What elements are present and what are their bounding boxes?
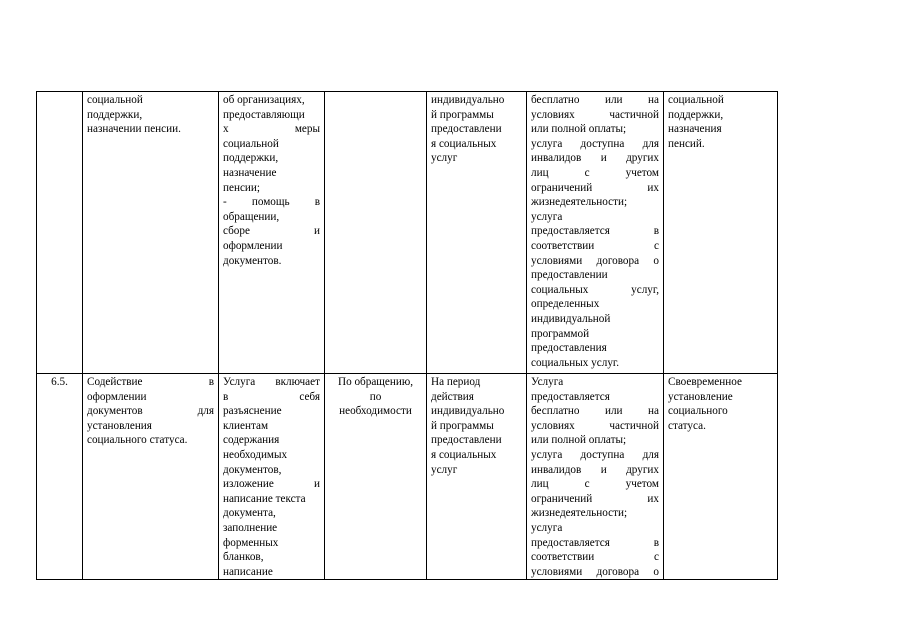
conditions-text-line: жизнедеятельности;	[531, 507, 628, 520]
content-text-line: изложение и	[223, 478, 320, 491]
period-text-line: индивидуально	[431, 94, 505, 106]
conditions-text-line: предоставляется в	[531, 225, 659, 238]
conditions-text-line: предоставляется	[531, 390, 610, 403]
content-text-line: - помощь в	[223, 196, 320, 209]
conditions-text-line: или полной оплаты;	[531, 123, 627, 136]
service-period-cell	[427, 92, 527, 374]
period-text-line: услуг	[431, 463, 458, 476]
service-period-cell	[427, 374, 527, 580]
service-result-cell	[664, 374, 778, 580]
conditions-text-line: услуга доступна для	[531, 137, 659, 150]
conditions-text-line: жизнедеятельности;	[531, 196, 628, 209]
period-text-line: предоставлени	[431, 434, 502, 447]
conditions-text-line: инвалидов и других	[531, 463, 659, 476]
result-text-line: социального	[668, 405, 728, 418]
result-text-line: социальной	[668, 94, 724, 106]
table-row	[37, 374, 778, 580]
name-text-line: поддержки,	[87, 108, 143, 121]
content-text-line: содержания	[223, 434, 280, 447]
period-text-line: й программы	[431, 108, 494, 121]
content-text-line: об организациях,	[223, 94, 305, 106]
name-text-line: документов для	[87, 405, 214, 418]
period-text-line: индивидуально	[431, 405, 505, 418]
conditions-text-line: услуга доступна для	[531, 448, 659, 461]
name-text-line: Содействие в	[87, 376, 214, 388]
timing-text-line: необходимости	[339, 405, 412, 418]
conditions-text-line: индивидуальной	[531, 312, 611, 325]
name-text-line: социального статуса.	[87, 434, 188, 447]
conditions-text-line: предоставляется в	[531, 536, 659, 549]
conditions-text-line: определенных	[531, 298, 600, 311]
period-text-line: й программы	[431, 419, 494, 432]
period-text-line: На период	[431, 376, 481, 388]
service-conditions-cell	[527, 92, 664, 374]
conditions-text-line: социальных услуг,	[531, 283, 659, 296]
period-text-line: я социальных	[431, 448, 497, 461]
result-text-line: Своевременное	[668, 376, 742, 388]
conditions-text-line: услуга	[531, 521, 563, 534]
conditions-text-line: соответствии с	[531, 239, 659, 252]
conditions-text-line: ограничений их	[531, 492, 659, 505]
result-text-line: поддержки,	[668, 108, 724, 121]
content-text-line: сборе и	[223, 225, 320, 238]
timing-text-line: по	[369, 390, 382, 403]
content-text-line: написание текста	[223, 492, 306, 505]
content-text-line: бланков,	[223, 551, 264, 564]
conditions-text-line: предоставлении	[531, 269, 608, 282]
row-number-cell	[37, 92, 83, 374]
conditions-text-line: условиями договора о	[531, 254, 659, 267]
content-text-line: предоставляющи	[223, 108, 305, 121]
content-text-line: форменных	[223, 536, 279, 549]
conditions-text-line: услуга	[531, 210, 563, 223]
content-text-line: оформлении	[223, 239, 283, 252]
name-text-line: социальной	[87, 94, 143, 106]
name-text-line: установления	[87, 419, 152, 432]
period-text-line: я социальных	[431, 137, 497, 150]
result-text-line: установление	[668, 390, 733, 403]
service-name-cell	[83, 92, 219, 374]
service-timing-cell	[325, 92, 427, 374]
row-number-cell	[37, 374, 83, 580]
conditions-text-line: условиях частичной	[531, 108, 659, 121]
conditions-text-line: инвалидов и других	[531, 152, 659, 165]
content-text-line: Услуга включает	[223, 376, 320, 388]
conditions-text-line: социальных услуг.	[531, 356, 620, 369]
result-text-line: статуса.	[668, 419, 706, 432]
table-row	[37, 92, 778, 374]
content-text-line: х меры	[223, 123, 320, 136]
content-text-line: поддержки,	[223, 152, 279, 165]
content-text-line: документов,	[223, 463, 282, 476]
period-text-line: действия	[431, 390, 474, 403]
content-text-line: назначение	[223, 166, 277, 179]
conditions-text-line: или полной оплаты;	[531, 434, 627, 447]
service-content-cell	[219, 92, 325, 374]
content-text-line: обращении,	[223, 210, 280, 223]
conditions-text-line: соответствии с	[531, 551, 659, 564]
conditions-text-line: условиями договора о	[531, 565, 659, 578]
content-text-line: социальной	[223, 137, 279, 150]
result-text-line: назначения	[668, 123, 722, 136]
result-text-line: пенсий.	[668, 137, 705, 150]
conditions-text-line: бесплатно или на	[531, 405, 659, 418]
services-table	[36, 91, 778, 580]
content-text-line: в себя	[223, 390, 320, 403]
content-text-line: написание	[223, 565, 273, 578]
content-text-line: заполнение	[223, 521, 278, 534]
row-number: 6.5.	[51, 376, 68, 388]
content-text-line: клиентам	[223, 419, 269, 432]
service-name-cell	[83, 374, 219, 580]
content-text-line: необходимых	[223, 448, 288, 461]
name-text-line: назначении пенсии.	[87, 123, 181, 136]
conditions-text-line: предоставления	[531, 342, 607, 355]
service-conditions-cell	[527, 374, 664, 580]
conditions-text-line: лиц с учетом	[531, 478, 659, 491]
conditions-text-line: программой	[531, 327, 590, 340]
conditions-text-line: бесплатно или на	[531, 94, 659, 106]
conditions-text-line: ограничений их	[531, 181, 659, 194]
content-text-line: разъяснение	[223, 405, 282, 418]
content-text-line: пенсии;	[223, 181, 260, 194]
service-timing-cell	[325, 374, 427, 580]
conditions-text-line: лиц с учетом	[531, 166, 659, 179]
conditions-text-line: Услуга	[531, 376, 564, 388]
period-text-line: услуг	[431, 152, 458, 165]
service-content-cell	[219, 374, 325, 580]
name-text-line: оформлении	[87, 390, 147, 403]
conditions-text-line: условиях частичной	[531, 419, 659, 432]
content-text-line: документа,	[223, 507, 276, 520]
service-result-cell	[664, 92, 778, 374]
period-text-line: предоставлени	[431, 123, 502, 136]
content-text-line: документов.	[223, 254, 282, 267]
timing-text-line: По обращению,	[337, 376, 414, 388]
